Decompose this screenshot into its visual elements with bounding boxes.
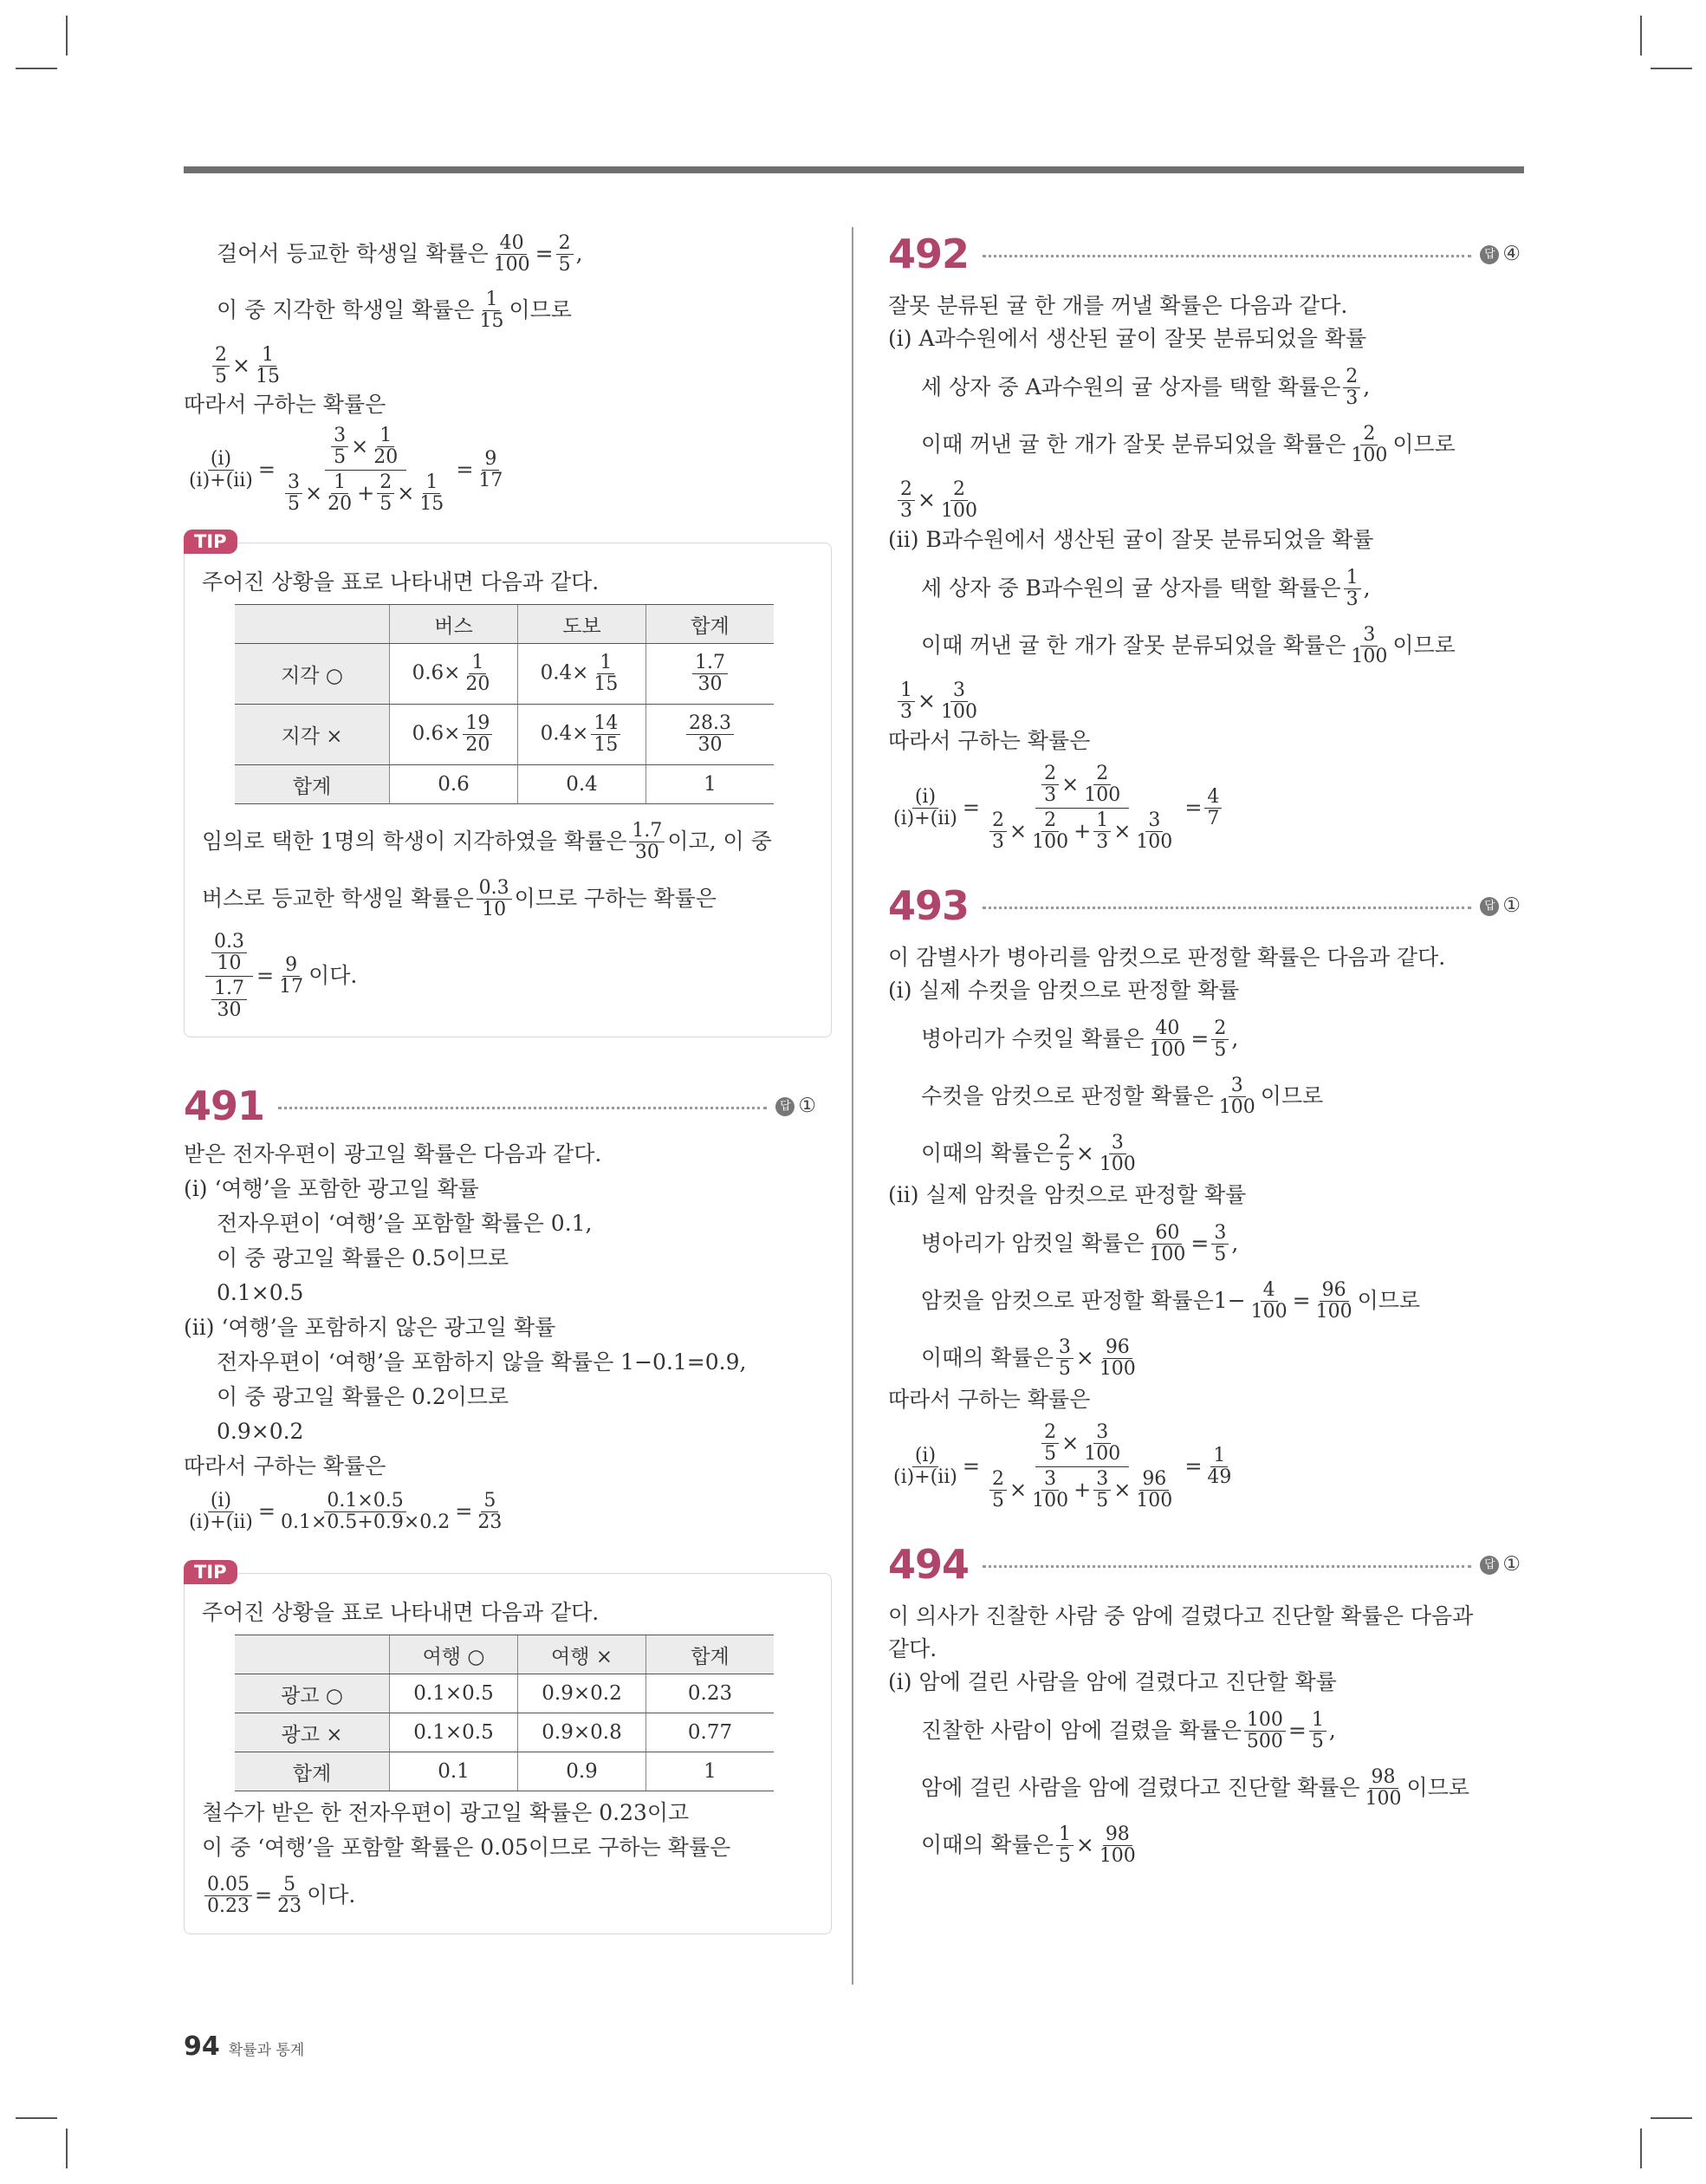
table-header	[235, 605, 390, 644]
text-line: 진찰한 사람이 암에 걸렸을 확률은 100 500 = 1 5 ,	[921, 1708, 1336, 1752]
problem-number: 492	[888, 231, 970, 277]
text: 이 중 지각한 학생일 확률은	[217, 297, 475, 322]
table-cell: 0.9×0.8	[518, 1713, 646, 1752]
formula: 0.05 0.23 = 5 23 이다.	[202, 1869, 814, 1921]
text-line: 병아리가 수컷일 확률은 40 100 = 2 5 ,	[921, 1017, 1239, 1061]
text-line: 세 상자 중 A과수원의 귤 상자를 택할 확률은 2 3 ,	[921, 365, 1371, 409]
text-line: 전자우편이 ‘여행’을 포함할 확률은 0.1,	[217, 1211, 593, 1236]
problem-number: 494	[888, 1541, 970, 1588]
text-line: 전자우편이 ‘여행’을 포함하지 않을 확률은 1−0.1=0.9,	[217, 1349, 747, 1375]
table-cell: 0.1	[390, 1752, 518, 1791]
crop-mark	[66, 16, 68, 55]
text-line: 받은 전자우편이 광고일 확률은 다음과 같다.	[184, 1141, 602, 1167]
text-line: 이때 꺼낸 귤 한 개가 잘못 분류되었을 확률은 3 100 이므로	[921, 623, 1456, 667]
text: 걸어서 등교한 학생일 확률은	[217, 241, 489, 266]
text-line: 병아리가 암컷일 확률은 60 100 = 3 5 ,	[921, 1221, 1239, 1265]
text-line: 걸어서 등교한 학생일 확률은 40 100 = 2 5 ,	[217, 231, 583, 276]
table-cell: 1	[646, 765, 775, 804]
table-header: 여행 ○	[390, 1635, 518, 1674]
data-table	[235, 1635, 774, 1791]
text-line: 잘못 분류된 귤 한 개를 꺼낼 확률은 다음과 같다.	[888, 293, 1348, 318]
math-line: 2 3 × 2 100	[888, 473, 1521, 527]
crop-mark	[16, 68, 57, 69]
text-line: 이때 꺼낸 귤 한 개가 잘못 분류되었을 확률은 2 100 이므로	[921, 422, 1456, 466]
left-column	[184, 227, 816, 1934]
dotted-leader	[278, 1107, 767, 1109]
crop-mark	[16, 2117, 57, 2119]
table-header	[235, 1635, 390, 1674]
text-line: 철수가 받은 한 전자우편이 광고일 확률은 0.23이고	[202, 1800, 690, 1825]
table-cell: 0.23	[646, 1674, 775, 1713]
text-line: 임의로 택한 1명의 학생이 지각하였을 확률은 1.7 30 이고, 이 중	[202, 819, 772, 863]
answer: 답 ①	[775, 1095, 816, 1117]
table-row-header: 합계	[235, 1752, 390, 1791]
problem-header	[888, 1541, 1521, 1588]
table-cell: 0.4× $\frac{1}{15}$	[518, 644, 646, 705]
page-footer	[184, 2031, 304, 2062]
text-line: (ⅰ) 실제 수컷을 암컷으로 판정할 확률	[888, 978, 1240, 1003]
text-line: (ⅱ) 실제 암컷을 암컷으로 판정할 확률	[888, 1182, 1247, 1207]
text-line: 이 의사가 진찰한 사람 중 암에 걸렸다고 진단할 확률은 다음과	[888, 1603, 1474, 1628]
table-row-header: 광고 ×	[235, 1713, 390, 1752]
right-column	[888, 227, 1521, 1874]
table-cell: $\frac{28.3}{30}$	[646, 705, 775, 765]
formula: (ⅰ) (ⅰ)+(ⅱ) = 2 5 × 3 100 2 5 × 3 100 + 3 5 × 96 100 = 1 49	[893, 1420, 1232, 1511]
text-line: 버스로 등교한 학생일 확률은 0.3 10 이므로 구하는 확률은	[202, 876, 717, 920]
table-cell: 0.4	[518, 765, 646, 804]
answer-icon: 답	[1480, 1556, 1499, 1575]
answer-icon: 답	[775, 1097, 795, 1116]
text-line: (ⅱ) B과수원에서 생산된 귤이 잘못 분류되었을 확률	[888, 527, 1374, 552]
text-line: 이때의 확률은 2 5 × 3 100	[921, 1131, 1136, 1175]
text-line: 이 중 광고일 확률은 0.2이므로	[217, 1384, 509, 1409]
table-cell: 0.1×0.5	[390, 1674, 518, 1713]
text-line: (ⅰ) A과수원에서 생산된 귤이 잘못 분류되었을 확률	[888, 326, 1367, 351]
text-line: 이 중 광고일 확률은 0.5이므로	[217, 1245, 509, 1271]
dotted-leader	[983, 907, 1471, 909]
crop-mark	[1651, 68, 1692, 69]
table-cell: 0.4× $\frac{14}{15}$	[518, 705, 646, 765]
text-line: 0.9×0.2	[217, 1419, 304, 1444]
text-line: (ⅰ) ‘여행’을 포함한 광고일 확률	[184, 1176, 479, 1201]
answer: 답 ①	[1480, 1553, 1521, 1576]
problem-header	[888, 882, 1521, 929]
text-line: 이 중 ‘여행’을 포함할 확률은 0.05이므로 구하는 확률은	[202, 1835, 731, 1860]
table-cell: 0.77	[646, 1713, 775, 1752]
table-header: 합계	[646, 1635, 775, 1674]
crop-mark	[1640, 2129, 1642, 2168]
table-cell: 1	[646, 1752, 775, 1791]
problem-header	[184, 1082, 816, 1129]
header-rule	[184, 166, 1524, 173]
tip-box	[184, 1562, 832, 1934]
tip-label: TIP	[184, 1560, 237, 1584]
text-line: 따라서 구하는 확률은	[184, 1453, 386, 1479]
text: 이므로	[509, 297, 572, 322]
table-header: 합계	[646, 605, 775, 644]
table-row-header: 합계	[235, 765, 390, 804]
text: 주어진 상황을 표로 나타내면 다음과 같다.	[202, 569, 600, 595]
dotted-leader	[983, 255, 1471, 257]
text: 따라서 구하는 확률은	[184, 392, 386, 417]
column-divider	[852, 227, 853, 1985]
answer-icon: 답	[1480, 245, 1499, 264]
math-line: 1 3 × 3 100	[888, 674, 1521, 728]
tip-label: TIP	[184, 530, 237, 554]
text-line: 따라서 구하는 확률은	[888, 728, 1091, 753]
dotted-leader	[983, 1565, 1471, 1568]
table-row-header: 지각 ×	[235, 705, 390, 765]
problem-header	[888, 231, 1521, 277]
solution	[888, 293, 1521, 856]
text-line: 세 상자 중 B과수원의 귤 상자를 택할 확률은 1 3 ,	[921, 566, 1371, 610]
tip-box	[184, 531, 832, 1037]
book-title: 확률과 통계	[228, 2042, 305, 2059]
table-cell: 0.6× $\frac{1}{20}$	[390, 644, 518, 705]
table-cell: 0.6	[390, 765, 518, 804]
table-cell: $\frac{1.7}{30}$	[646, 644, 775, 705]
text-line: 암컷을 암컷으로 판정할 확률은 1− 4 100 = 96 100 이므로	[921, 1278, 1421, 1323]
answer-icon: 답	[1480, 897, 1499, 916]
text-line: 같다.	[888, 1636, 937, 1661]
text-line: 이 중 지각한 학생일 확률은 1 15 이므로	[217, 288, 572, 332]
table-cell: 0.6× $\frac{19}{20}$	[390, 705, 518, 765]
answer: 답 ④	[1480, 243, 1521, 265]
math-line: 2 5 × 1 15	[184, 340, 816, 392]
table-header: 도보	[518, 605, 646, 644]
text-line: 이 감별사가 병아리를 암컷으로 판정할 확률은 다음과 같다.	[888, 945, 1446, 970]
text-line	[184, 392, 816, 421]
table-header: 여행 ×	[518, 1635, 646, 1674]
text-line: 이때의 확률은 1 5 × 98 100	[921, 1823, 1136, 1867]
text-line: (ⅱ) ‘여행’을 포함하지 않은 광고일 확률	[184, 1315, 556, 1340]
table-header: 버스	[390, 605, 518, 644]
table-cell: 0.9	[518, 1752, 646, 1791]
formula: (ⅰ) (ⅰ)+(ⅱ) = 0.1×0.5 0.1×0.5+0.9×0.2 = 5 23	[189, 1489, 503, 1533]
table-cell: 0.1×0.5	[390, 1713, 518, 1752]
solution	[888, 1603, 1521, 1874]
formula: (ⅰ) (ⅰ)+(ⅱ) = 3 5 × 1 20 3 5 × 1 20 + 2 5 × 1 15 = 9 17	[189, 424, 503, 515]
solution	[184, 1141, 816, 1538]
text-line: 수컷을 암컷으로 판정할 확률은 3 100 이므로	[921, 1074, 1324, 1118]
table-row-header: 지각 ○	[235, 644, 390, 705]
crop-mark	[1640, 16, 1642, 55]
text-line: (ⅰ) 암에 걸린 사람을 암에 걸렸다고 진단할 확률	[888, 1669, 1337, 1694]
page-number: 94	[184, 2031, 220, 2062]
answer: 답 ①	[1480, 894, 1521, 917]
text-line: 이때의 확률은 3 5 × 96 100	[921, 1336, 1136, 1380]
crop-mark	[1651, 2117, 1692, 2119]
formula: 0.3 10 1.7 30 = 9 17 이다.	[202, 927, 814, 1024]
text-line: 따라서 구하는 확률은	[888, 1387, 1091, 1412]
data-table	[235, 604, 774, 804]
problem-number: 491	[184, 1082, 265, 1129]
text: 주어진 상황을 표로 나타내면 다음과 같다.	[202, 1600, 600, 1625]
solution	[888, 945, 1521, 1515]
formula: (ⅰ) (ⅰ)+(ⅱ) = 2 3 × 2 100 2 3 × 2 100 + 1 3 × 3 100 = 4 7	[888, 759, 1521, 856]
problem-number: 493	[888, 882, 970, 929]
table-row-header: 광고 ○	[235, 1674, 390, 1713]
text-line: 0.1×0.5	[217, 1280, 304, 1305]
text-line: 암에 걸린 사람을 암에 걸렸다고 진단할 확률은 98 100 이므로	[921, 1765, 1469, 1810]
crop-mark	[66, 2129, 68, 2168]
table-cell: 0.9×0.2	[518, 1674, 646, 1713]
